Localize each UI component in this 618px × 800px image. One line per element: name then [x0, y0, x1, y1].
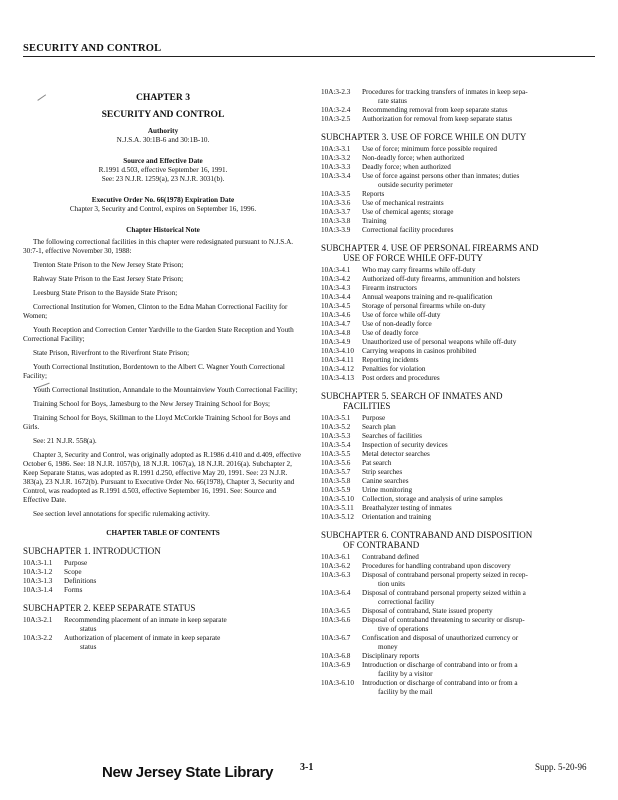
toc-entry [321, 477, 593, 486]
history-paragraph: Rahway State Prison to the East Jersey State Prison; [33, 275, 184, 283]
toc-entry [321, 338, 593, 347]
section-number: 10A:3-2.4 [321, 106, 351, 114]
history-paragraph: Leesburg State Prison to the Bayside State Prison; [33, 289, 178, 297]
section-title-line: Pat search [362, 459, 392, 467]
toc-entry [321, 634, 593, 652]
section-title [362, 562, 593, 571]
history-paragraph: Trenton State Prison to the New Jersey State Prison; [33, 261, 184, 269]
subchapter-6-list [321, 553, 593, 697]
section-number: 10A:3-5.11 [321, 504, 354, 512]
section-title [362, 374, 593, 383]
section-title-continuation: rate status [378, 97, 407, 105]
history-paragraph: Training School for Boys, Skillman to the Lloyd McCorkle Training School for Boys and Girls. [23, 414, 291, 431]
section-title-line: Procedures for tracking transfers of inmates in keep sepa- [362, 88, 528, 96]
section-title [362, 347, 593, 356]
toc-entry [321, 504, 593, 513]
section-title [362, 163, 593, 172]
section-title-line: Use of force; minimum force possible required [362, 145, 497, 153]
section-title [362, 634, 593, 652]
section-title [362, 616, 593, 634]
section-number: 10A:3-4.4 [321, 293, 351, 301]
section-title-line: Urine monitoring [362, 486, 413, 494]
toc-entry [321, 356, 593, 365]
toc-entry [321, 432, 593, 441]
toc-entry [23, 616, 303, 634]
section-title-line: Forms [64, 586, 83, 594]
section-title-line: Non-deadly force; when authorized [362, 154, 464, 162]
toc-entry [321, 679, 593, 697]
toc-entry [321, 441, 593, 450]
section-title [362, 441, 593, 450]
section-number: 10A:3-3.4 [321, 172, 351, 180]
section-number: 10A:3-2.3 [321, 88, 351, 96]
section-number: 10A:3-2.5 [321, 115, 351, 123]
section-title-line: Post orders and procedures [362, 374, 440, 382]
section-title-line: Annual weapons training and re-qualification [362, 293, 493, 301]
section-title-line: Purpose [362, 414, 386, 422]
toc-entry [321, 199, 593, 208]
section-number: 10A:3-3.7 [321, 208, 351, 216]
subchapter-2-title: SUBCHAPTER 2. KEEP SEPARATE STATUS [23, 603, 196, 613]
section-number: 10A:3-5.1 [321, 414, 351, 422]
toc-entry [23, 568, 303, 577]
section-title-line: Use of force while off-duty [362, 311, 441, 319]
section-title [362, 661, 593, 679]
section-title-line: Definitions [64, 577, 97, 585]
section-title [362, 571, 593, 589]
section-title-line: Storage of personal firearms while on-duty [362, 302, 486, 310]
section-title [362, 477, 593, 486]
section-title-line: Disposal of contraband personal property seized within a [362, 589, 526, 597]
section-title [362, 468, 593, 477]
section-title [64, 577, 303, 586]
section-title-continuation: status [80, 643, 97, 651]
section-title-line: Disposal of contraband, State issued property [362, 607, 493, 615]
section-title [362, 293, 593, 302]
section-title [362, 199, 593, 208]
subchapter-5-title: SUBCHAPTER 5. SEARCH OF INMATES AND [321, 391, 503, 401]
section-number: 10A:3-4.13 [321, 374, 354, 382]
toc-entry [321, 154, 593, 163]
toc-entry [321, 414, 593, 423]
toc-entry [321, 208, 593, 217]
toc-entry [321, 311, 593, 320]
section-title-line: Search plan [362, 423, 396, 431]
toc-entry [321, 513, 593, 522]
subchapter-2-list [23, 616, 303, 652]
history-paragraph: Training School for Boys, Jamesburg to the New Jersey Training School for Boys; [33, 400, 270, 408]
section-title [362, 329, 593, 338]
section-title [362, 172, 593, 190]
section-title [362, 414, 593, 423]
section-title [362, 266, 593, 275]
history-paragraphs [23, 238, 303, 519]
section-title-line: Use of chemical agents; storage [362, 208, 454, 216]
history-paragraph: The following correctional facilities in this chapter were redesignated pursuant to N.J.S.A. 30:7-1, effective November 30, 1988: [23, 238, 294, 255]
section-title [362, 365, 593, 374]
section-title [362, 679, 593, 697]
section-number: 10A:3-4.5 [321, 302, 351, 310]
section-title-line: Canine searches [362, 477, 409, 485]
toc-entry [23, 577, 303, 586]
left-column [23, 88, 303, 652]
toc-entry [321, 365, 593, 374]
section-title-line: Orientation and training [362, 513, 432, 521]
section-title-continuation: tive of operations [378, 625, 429, 633]
toc-entry [321, 190, 593, 199]
toc-entry [321, 374, 593, 383]
history-paragraph: Chapter 3, Security and Control, was originally adopted as R.1986 d.410 and d.409, effective October 6, 1986. See: 18 N.J.R. 1057(b), 18 N.J.R. 1067(a), 18 N.J.R. 2016(a). Subchapter 2, Keep Separate Status, was adopted as R.1991 d.250, effective May 20, 1991. See: 23 N.J.R. 383(a), 23 N.J.R. 1672(b). Pursuant to Executive Order No. 66(1978), Chapter 3, Security and Control, was readopted as R.1991 d.503, effective September 16, 1991. See: Source and Effective Date. [23, 451, 301, 504]
running-header: SECURITY AND CONTROL [23, 43, 162, 54]
section-title-line: Reporting incidents [362, 356, 419, 364]
section-title-line: Authorization of placement of inmate in keep separate [64, 634, 221, 642]
section-title-line: Penalties for violation [362, 365, 426, 373]
section-number: 10A:3-3.5 [321, 190, 351, 198]
toc-entry [321, 468, 593, 477]
section-title [362, 513, 593, 522]
section-number: 10A:3-5.10 [321, 495, 354, 503]
section-title-continuation: outside security perimeter [378, 181, 453, 189]
section-number: 10A:3-6.10 [321, 679, 354, 687]
section-title [362, 302, 593, 311]
section-title-line: Reports [362, 190, 385, 198]
section-number: 10A:3-1.3 [23, 577, 53, 585]
section-title [64, 586, 303, 595]
section-title [362, 423, 593, 432]
section-title-line: Breathalyzer testing of inmates [362, 504, 452, 512]
section-number: 10A:3-6.2 [321, 562, 351, 570]
toc-entry [321, 302, 593, 311]
section-title-line: Deadly force; when authorized [362, 163, 451, 171]
section-title [362, 154, 593, 163]
section-title-continuation: correctional facility [378, 598, 435, 606]
toc-heading: CHAPTER TABLE OF CONTENTS [106, 529, 220, 537]
section-title-line: Training [362, 217, 387, 225]
source-heading: Source and Effective Date [123, 157, 203, 165]
history-paragraph: See section level annotations for specific rulemaking activity. [33, 510, 210, 518]
section-number: 10A:3-3.9 [321, 226, 351, 234]
subchapter-1-title: SUBCHAPTER 1. INTRODUCTION [23, 546, 161, 556]
section-number: 10A:3-4.10 [321, 347, 354, 355]
section-title-line: Inspection of security devices [362, 441, 448, 449]
section-title-line: Introduction or discharge of contraband into or from a [362, 661, 518, 669]
section-number: 10A:3-4.3 [321, 284, 351, 292]
subchapter-6-title-cont: OF CONTRABAND [343, 540, 420, 550]
toc-entry [321, 661, 593, 679]
section-title-line: Correctional facility procedures [362, 226, 454, 234]
section-number: 10A:3-5.2 [321, 423, 351, 431]
section-number: 10A:3-1.2 [23, 568, 53, 576]
section-number: 10A:3-6.3 [321, 571, 351, 579]
section-title-continuation: status [80, 625, 97, 633]
section-title-line: Use of non-deadly force [362, 320, 432, 328]
section-number: 10A:3-5.6 [321, 459, 351, 467]
toc-entry [321, 320, 593, 329]
toc-entry [321, 145, 593, 154]
header-rule [23, 56, 595, 57]
history-paragraph: Youth Correctional Institution, Annandale to the Mountainview Youth Correctional Facility; [33, 386, 298, 394]
section-title [362, 495, 593, 504]
section-title-continuation: facility by a visitor [378, 670, 433, 678]
section-title-line: Who may carry firearms while off-duty [362, 266, 476, 274]
section-title [64, 559, 303, 568]
section-number: 10A:3-5.9 [321, 486, 351, 494]
subchapter-5-list [321, 414, 593, 522]
toc-entry [321, 616, 593, 634]
section-title [362, 275, 593, 284]
section-title-line: Searches of facilities [362, 432, 422, 440]
toc-entry [23, 586, 303, 595]
toc-entry [321, 423, 593, 432]
toc-entry [321, 459, 593, 468]
section-title-line: Use of mechanical restraints [362, 199, 444, 207]
section-title-line: Carrying weapons in casinos prohibited [362, 347, 477, 355]
section-number: 10A:3-2.1 [23, 616, 53, 624]
section-title-line: Strip searches [362, 468, 403, 476]
subchapter-4-title: SUBCHAPTER 4. USE OF PERSONAL FIREARMS AND [321, 243, 539, 253]
history-heading: Chapter Historical Note [126, 226, 200, 234]
section-title-line: Disciplinary reports [362, 652, 420, 660]
section-number: 10A:3-4.7 [321, 320, 351, 328]
subchapter-4-list [321, 266, 593, 383]
section-title [362, 217, 593, 226]
section-number: 10A:3-4.9 [321, 338, 351, 346]
section-number: 10A:3-6.9 [321, 661, 351, 669]
section-number: 10A:3-1.4 [23, 586, 53, 594]
section-title-line: Recommending placement of an inmate in keep separate [64, 616, 227, 624]
section-number: 10A:3-3.8 [321, 217, 351, 225]
section-title [362, 553, 593, 562]
toc-entry [321, 88, 593, 106]
section-title-line: Scope [64, 568, 82, 576]
toc-entry [321, 347, 593, 356]
section-title-line: Purpose [64, 559, 88, 567]
section-title [362, 208, 593, 217]
section-number: 10A:3-6.1 [321, 553, 351, 561]
subchapter-4-title-cont: USE OF FORCE WHILE OFF-DUTY [343, 253, 483, 263]
section-title [362, 284, 593, 293]
section-title-line: Collection, storage and analysis of urine samples [362, 495, 503, 503]
toc-entry [321, 571, 593, 589]
section-title-line: Procedures for handling contraband upon discovery [362, 562, 511, 570]
history-paragraph: See: 21 N.J.R. 558(a). [33, 437, 97, 445]
section-number: 10A:3-4.12 [321, 365, 354, 373]
subchapter-2-list-continued [321, 88, 593, 124]
subchapter-3-title: SUBCHAPTER 3. USE OF FORCE WHILE ON DUTY [321, 132, 527, 142]
history-paragraph: Correctional Institution for Women, Clinton to the Edna Mahan Correctional Facility for Women; [23, 303, 288, 320]
section-title-continuation: money [378, 643, 398, 651]
section-number: 10A:3-5.12 [321, 513, 354, 521]
section-title [362, 589, 593, 607]
section-title [362, 338, 593, 347]
toc-entry [321, 226, 593, 235]
section-number: 10A:3-4.6 [321, 311, 351, 319]
right-column [321, 88, 593, 697]
section-title [362, 356, 593, 365]
section-title [362, 486, 593, 495]
section-number: 10A:3-6.4 [321, 589, 351, 597]
section-number: 10A:3-5.4 [321, 441, 351, 449]
chapter-label: CHAPTER 3 [135, 92, 191, 103]
source-line: See: 23 N.J.R. 1259(a), 23 N.J.R. 3031(b). [101, 175, 225, 183]
section-title [64, 634, 303, 652]
exec-order-heading: Executive Order No. 66(1978) Expiration Date [91, 196, 235, 204]
section-number: 10A:3-5.8 [321, 477, 351, 485]
section-title-continuation: tion units [378, 580, 405, 588]
toc-entry [321, 562, 593, 571]
authority-heading: Authority [147, 127, 179, 135]
toc-entry [321, 293, 593, 302]
section-title [362, 320, 593, 329]
section-title-line: Confiscation and disposal of unauthorized currency or [362, 634, 519, 642]
toc-entry [321, 172, 593, 190]
section-title [362, 311, 593, 320]
section-title [64, 616, 303, 634]
library-logo: New Jersey State Library [102, 764, 274, 781]
section-title [362, 607, 593, 616]
section-title [362, 88, 593, 106]
section-title [362, 432, 593, 441]
section-number: 10A:3-3.3 [321, 163, 351, 171]
section-number: 10A:3-5.5 [321, 450, 351, 458]
toc-entry [23, 559, 303, 568]
toc-entry [321, 486, 593, 495]
section-number: 10A:3-4.11 [321, 356, 354, 364]
history-paragraph: State Prison, Riverfront to the Riverfront State Prison; [33, 349, 190, 357]
section-title-line: Use of deadly force [362, 329, 419, 337]
toc-entry [321, 115, 593, 124]
section-title [362, 190, 593, 199]
section-title [362, 145, 593, 154]
section-number: 10A:3-6.7 [321, 634, 351, 642]
page-number: 3-1 [300, 762, 314, 773]
section-number: 10A:3-1.1 [23, 559, 53, 567]
subchapter-1-list [23, 559, 303, 595]
toc-entry [321, 284, 593, 293]
authority-text: N.J.S.A. 30:1B-6 and 30:1B-10. [116, 136, 210, 144]
section-number: 10A:3-2.2 [23, 634, 53, 642]
section-title-line: Use of force against persons other than inmates; duties [362, 172, 520, 180]
source-line: R.1991 d.503, effective September 16, 1991. [98, 166, 228, 174]
section-number: 10A:3-4.1 [321, 266, 351, 274]
section-title-line: Firearm instructors [362, 284, 417, 292]
section-title-line: Authorization for removal from keep separate status [362, 115, 513, 123]
toc-entry [321, 553, 593, 562]
section-number: 10A:3-6.8 [321, 652, 351, 660]
section-title-continuation: facility by the mail [378, 688, 433, 696]
section-title-line: Contraband defined [362, 553, 419, 561]
section-title-line: Metal detector searches [362, 450, 430, 458]
subchapter-3-list [321, 145, 593, 235]
supplement-date: Supp. 5-20-96 [535, 762, 587, 772]
section-title [362, 226, 593, 235]
toc-entry [321, 450, 593, 459]
toc-entry [321, 329, 593, 338]
toc-entry [321, 607, 593, 616]
subchapter-5-title-cont: FACILITIES [343, 401, 391, 411]
section-number: 10A:3-3.6 [321, 199, 351, 207]
toc-entry [321, 652, 593, 661]
toc-entry [321, 106, 593, 115]
section-number: 10A:3-6.6 [321, 616, 351, 624]
toc-entry [321, 495, 593, 504]
section-number: 10A:3-3.1 [321, 145, 351, 153]
section-title-line: Recommending removal from keep separate status [362, 106, 508, 114]
toc-entry [321, 266, 593, 275]
section-number: 10A:3-4.2 [321, 275, 351, 283]
section-number: 10A:3-6.5 [321, 607, 351, 615]
section-title-line: Unauthorized use of personal weapons while off-duty [362, 338, 517, 346]
section-title [362, 115, 593, 124]
section-title-line: Introduction or discharge of contraband into or from a [362, 679, 518, 687]
section-number: 10A:3-4.8 [321, 329, 351, 337]
section-title [362, 450, 593, 459]
toc-entry [23, 634, 303, 652]
exec-order-text: Chapter 3, Security and Control, expires on September 16, 1996. [69, 205, 257, 213]
history-paragraph: Youth Correctional Institution, Bordentown to the Albert C. Wagner Youth Correctional Facility; [23, 363, 285, 380]
toc-entry [321, 163, 593, 172]
section-title [362, 504, 593, 513]
toc-entry [321, 589, 593, 607]
section-title [64, 568, 303, 577]
section-title-line: Disposal of contraband threatening to security or disrup- [362, 616, 525, 624]
section-title [362, 106, 593, 115]
section-title-line: Authorized off-duty firearms, ammunition and holsters [362, 275, 520, 283]
toc-entry [321, 275, 593, 284]
subchapter-6-title: SUBCHAPTER 6. CONTRABAND AND DISPOSITION [321, 530, 533, 540]
section-number: 10A:3-5.3 [321, 432, 351, 440]
section-number: 10A:3-3.2 [321, 154, 351, 162]
section-number: 10A:3-5.7 [321, 468, 351, 476]
section-title [362, 459, 593, 468]
toc-entry [321, 217, 593, 226]
chapter-title: SECURITY AND CONTROL [101, 109, 225, 120]
section-title-line: Disposal of contraband personal property seized in recep- [362, 571, 528, 579]
section-title [362, 652, 593, 661]
history-paragraph: Youth Reception and Correction Center Yardville to the Garden State Reception and Youth Correctional Facility; [23, 326, 294, 343]
